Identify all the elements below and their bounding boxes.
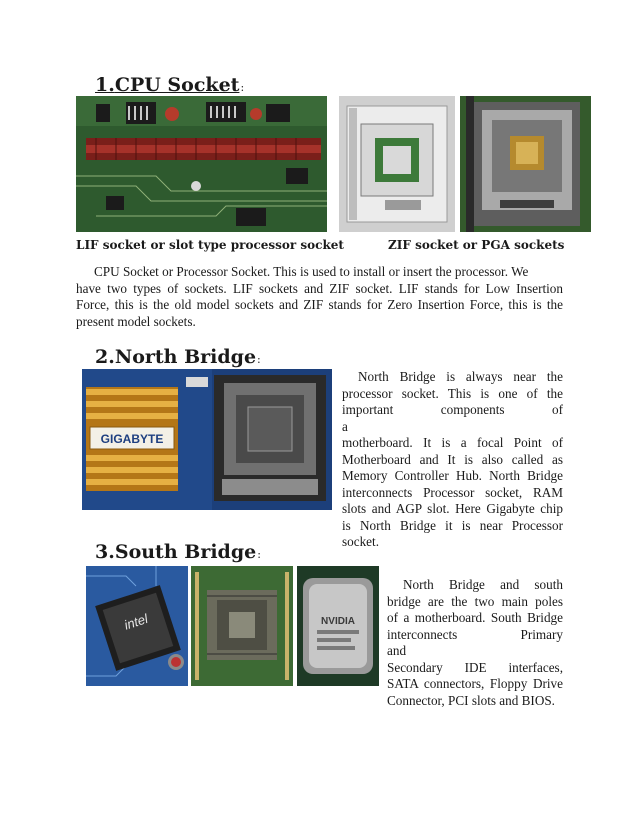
section2-line: North Bridge is always near the bbox=[358, 369, 563, 384]
section1-paragraph bbox=[76, 264, 563, 330]
section2-paragraph bbox=[342, 369, 563, 551]
section3-line: bridge are the two main poles bbox=[387, 593, 563, 609]
section1-number: 1. bbox=[95, 74, 115, 96]
zif-socket-photo bbox=[339, 96, 455, 232]
section2-line: processor socket. This is one of the bbox=[342, 385, 563, 401]
section3-line: Secondary IDE interfaces, bbox=[387, 659, 563, 675]
section1-line: have two types of sockets. LIF sockets and ZIF socket. LIF stands for Low Insertion bbox=[76, 280, 563, 296]
chip-south-bridge-photo bbox=[191, 566, 293, 686]
section3-line: Connector, PCI slots and BIOS. bbox=[387, 692, 555, 708]
section2-colon: : bbox=[257, 353, 261, 366]
section1-heading bbox=[95, 74, 244, 96]
section2-line: interconnects Processor socket, RAM bbox=[342, 484, 563, 500]
lif-socket-photo bbox=[76, 96, 327, 232]
section1-line: Force, this is the old model sockets and ZIF stands for Zero Insertion Force, this is the bbox=[76, 297, 563, 312]
pga-socket-photo bbox=[460, 96, 591, 232]
zif-socket-caption: ZIF socket or PGA sockets bbox=[388, 238, 565, 252]
section3-paragraph bbox=[387, 577, 563, 709]
section2-number: 2. bbox=[95, 346, 115, 368]
section3-heading bbox=[95, 541, 261, 563]
section3-line: SATA connectors, Floppy Drive bbox=[387, 676, 563, 691]
intel-chip-label: intel bbox=[122, 610, 150, 633]
section1-title: CPU Socket bbox=[114, 74, 240, 96]
gigabyte-chip-label: GIGABYTE bbox=[100, 432, 164, 446]
section2-line: Memory Controller Hub. North Bridge bbox=[342, 468, 563, 483]
section2-line: socket. bbox=[342, 534, 379, 549]
section3-colon: : bbox=[257, 548, 261, 561]
nvidia-chip-label: NVIDIA bbox=[321, 616, 355, 627]
north-bridge-photo bbox=[82, 369, 332, 510]
section3-number: 3. bbox=[95, 541, 115, 563]
section1-line: present model sockets. bbox=[76, 313, 196, 329]
section2-title: North Bridge bbox=[114, 346, 257, 368]
section2-line: motherboard. It is a focal Point of bbox=[342, 435, 563, 450]
intel-south-bridge-photo bbox=[86, 566, 188, 686]
section1-line: CPU Socket or Processor Socket. This is used to install or insert the processor. We bbox=[94, 264, 529, 279]
section2-line: important components of a bbox=[342, 402, 563, 434]
section2-line: Motherboard and It is also called as bbox=[342, 451, 563, 467]
section1-colon: : bbox=[240, 81, 245, 94]
nvidia-south-bridge-photo bbox=[297, 566, 379, 686]
lif-socket-caption: LIF socket or slot type processor socket bbox=[76, 238, 344, 252]
section2-line: is North Bridge it is near Processor bbox=[342, 517, 563, 533]
section3-line: of a motherboard. South Bridge bbox=[387, 610, 563, 625]
section3-title: South Bridge bbox=[114, 541, 257, 563]
section3-line: interconnects Primary and bbox=[387, 626, 563, 658]
section2-heading bbox=[95, 346, 261, 368]
section2-line: slots and AGP slot. Here Gigabyte chip bbox=[342, 501, 563, 516]
section3-line: North Bridge and south bbox=[403, 577, 563, 592]
